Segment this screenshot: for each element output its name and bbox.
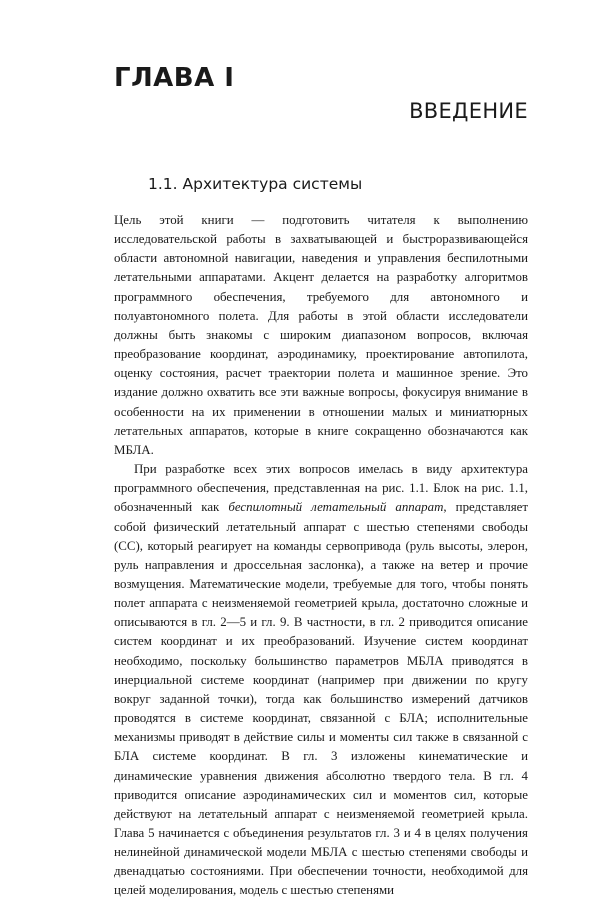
paragraph-2-emphasis: беспилотный летательный аппарат <box>228 500 444 515</box>
body-text <box>114 211 528 901</box>
paragraph-2-part-a: При разработке всех этих вопросов имелась в виду архитектура программного обеспечения, представленная на рис. 1.1. Блок на рис. 1.1, обозначенный как <box>114 462 528 515</box>
paragraph-1: Цель этой книги — подготовить читателя к выполнению исследовательской работы в захватывающей и быстроразвивающейся области автономной навигации, наведения и управления беспилотными летательными аппаратами. Акцент делается на разработку алгоритмов программного обеспечения, требуемого для автономного и полуавтономного полета. Для работы в этой области исследователи должны быть знакомы с широким диапазоном вопросов, включая преобразование координат, аэродинамику, проектирование автопилота, оценку состояния, расчет траектории полета и машинное зрение. Это издание должно охватить все эти важные вопросы, фокусируя внимание в особенности на их применении в отношении малых и миниатюрных летательных аппаратов, которые в книге сокращенно обозначаются как МБЛА. <box>114 213 528 457</box>
chapter-title: ВВЕДЕНИЕ <box>409 99 528 123</box>
paragraph-2-part-b: , представляет собой физический летательный аппарат с шестью степенями свободы (СС), который реагирует на команды сервопривода (руль высоты, элерон, руль направления и дроссельная заслонка), а также на ветер и прочие возмущения. Математические модели, требуемые для того, чтобы понять полет аппарата с неизменяемой геометрией крыла, достаточно сложные и описываются в гл. 2—5 и гл. 9. В частности, в гл. 2 приводится описание систем координат и их преобразований. Изучение систем координат необходимо, поскольку большинство параметров МБЛА приводятся в инерциальной системе координат (например при движении по кругу вокруг заданной точки), тогда как большинство измерений датчиков проводятся в системе координат, связанной с БЛА; исполнительные механизмы приводят в действие силы и моменты сил также в связанной с БЛА системе координат. В гл. 3 изложены кинематические и динамические уравнения движения абсолютно твердого тела. В гл. 4 приводится описание аэродинамических сил и моментов сил, которые действуют на летательный аппарат с неизменяемой геометрией крыла. Глава 5 начинается с объединения результатов гл. 3 и 4 в целях получения нелинейной динамической модели МБЛА с шестью степенями свободы и двенадцатью состояниями. При обеспечении точности, необходимой для целей моделирования, модель с шестью степенями <box>114 500 528 898</box>
section-heading: 1.1. Архитектура системы <box>148 175 363 193</box>
paragraph-2 <box>114 460 528 901</box>
chapter-label: ГЛАВА I <box>114 63 235 93</box>
